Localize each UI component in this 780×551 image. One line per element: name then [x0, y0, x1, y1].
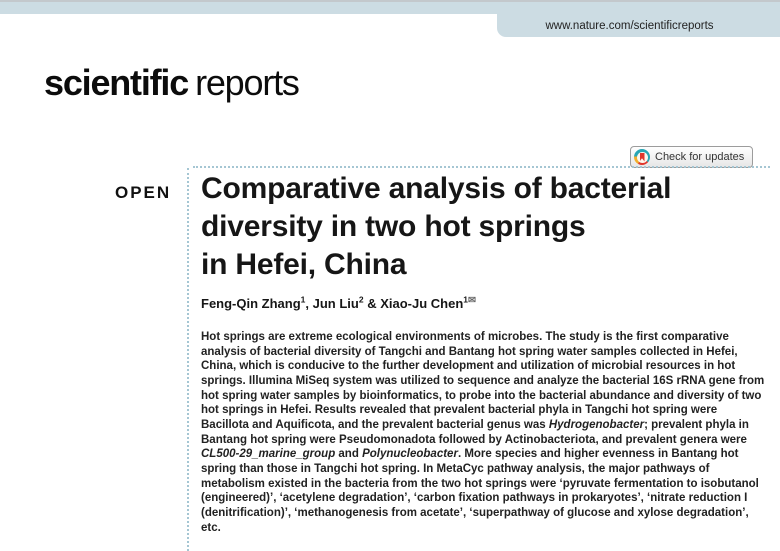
article-title-line-3: in Hefei, China — [201, 248, 407, 281]
author-separator-1: , — [305, 296, 313, 311]
abstract-part-4: . More species and higher evenness in Bantang hot spring than those in Tangchi hot spring. In MetaCyc pathway analysis, the major pathways of metabolism existed in the bacteria from the two hot springs were ‘pyruvate fermentation to isobutanol (engineered)’, ‘acetylene degradation’, ‘carbon fixation pathways in prokaryotes’, ‘nitrate reduction I (denitrification)’, ‘methanogenesis from acetate’, ‘superpathway of glucose and xylose degradation’, etc. — [201, 448, 759, 534]
site-header-band — [0, 0, 780, 14]
author-separator-2: & — [363, 296, 381, 311]
article-title-line-1: Comparative analysis of bacterial — [201, 172, 672, 205]
abstract-italic-genus-2: CL500-29_marine_group — [201, 448, 336, 461]
open-access-label: OPEN — [115, 183, 172, 202]
journal-logo-bold: scientific — [44, 62, 189, 103]
site-url-tab[interactable] — [497, 14, 780, 37]
abstract-italic-genus-3: Polynucleobacter — [362, 448, 458, 461]
journal-logo — [44, 62, 299, 104]
abstract-part-2: ; prevalent phyla in Bantang hot spring were Pseudomonadota followed by Actinobacteriota, and prevalent genera were — [201, 418, 749, 446]
article-title — [201, 170, 671, 284]
author-1-name: Feng-Qin Zhang — [201, 296, 301, 311]
site-url-text: www.nature.com/scientificreports — [545, 19, 714, 32]
abstract-italic-genus-1: Hydrogenobacter — [548, 418, 645, 431]
author-3-affiliation: 1 — [463, 294, 469, 305]
horizontal-dotted-rule — [193, 166, 770, 168]
corresponding-author-email-icon[interactable]: ✉ — [468, 294, 476, 306]
abstract-part-3: and — [335, 448, 363, 461]
author-line — [201, 296, 476, 311]
author-2-affiliation: 2 — [358, 294, 364, 305]
author-3-name: Xiao-Ju Chen — [380, 296, 464, 311]
vertical-dotted-rule — [187, 168, 189, 551]
journal-logo-light: reports — [195, 62, 299, 103]
article-title-line-2: diversity in two hot springs — [201, 210, 586, 243]
check-for-updates-button[interactable] — [630, 146, 753, 168]
abstract-part-1: Hot springs are extreme ecological environments of microbes. The study is the first comparative analysis of bacterial diversity of Tangchi and Bantang hot spring water samples collected in Hefei, China, which is conducive to the further development and utilization of microbial resources in hot springs. Illumina MiSeq system was utilized to sequence and analyze the bacterial 16S rRNA gene from hot spring water samples by bioinformatics, to probe into the bacterial abundance and diversity of two hot springs in Hefei. Results revealed that prevalent bacterial phyla in Tangchi hot spring were Bacillota and Aquificota, and the prevalent bacterial genus was — [201, 331, 765, 431]
author-1-affiliation: 1 — [300, 294, 306, 305]
author-2-name: Jun Liu — [312, 296, 359, 311]
crossmark-icon — [634, 149, 650, 165]
abstract-text — [201, 330, 766, 535]
check-for-updates-label: Check for updates — [655, 151, 745, 163]
